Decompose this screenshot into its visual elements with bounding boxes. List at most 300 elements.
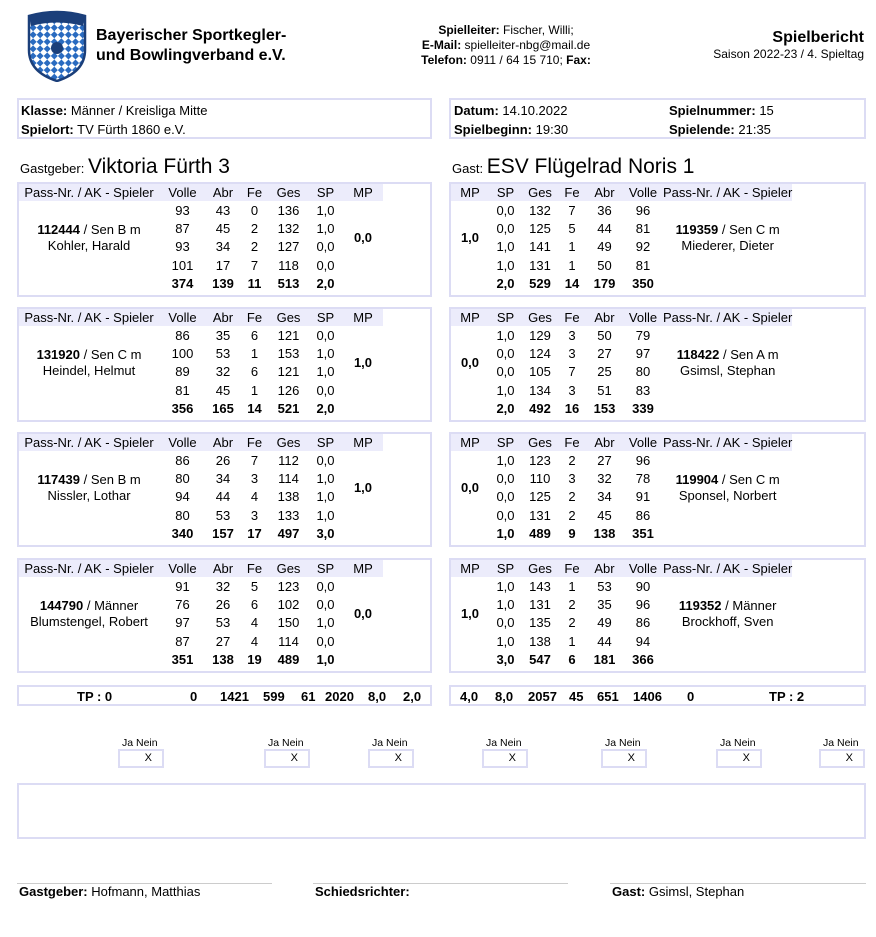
lane-cell: 138 <box>529 633 551 649</box>
lane-cell: 0,0 <box>496 220 515 236</box>
guest-total-volle: 1406 <box>633 689 662 704</box>
ja-nein-label: Ja Nein <box>823 737 859 749</box>
lane-cell: 96 <box>635 202 651 218</box>
guest-total-mp: 4,0 <box>460 689 479 704</box>
sum-cell: 489 <box>277 651 300 667</box>
lane-cell: 27 <box>597 452 612 468</box>
org-line-1: Bayerischer Sportkegler- <box>96 27 287 44</box>
lane-cell: 53 <box>215 345 231 361</box>
klasse-label: Klasse: <box>21 103 68 118</box>
org-line-2: und Bowlingverband e.V. <box>96 47 286 64</box>
lane-cell: 86 <box>635 507 651 523</box>
home-player-id <box>19 472 159 488</box>
sum-cell: 1,0 <box>316 651 335 667</box>
guest-total-abr: 651 <box>597 689 619 704</box>
lane-cell: 123 <box>277 578 300 594</box>
sum-cell: 1,0 <box>496 525 515 541</box>
sum-cell: 356 <box>171 400 194 416</box>
lane-cell: 45 <box>215 382 231 398</box>
lane-cell: 1,0 <box>496 452 515 468</box>
lane-cell: 50 <box>597 257 612 273</box>
home-game-table <box>19 184 383 292</box>
email-value[interactable]: spielleiter-nbg@mail.de <box>464 38 591 52</box>
column-header: Fe <box>558 309 586 326</box>
guest-player-id <box>663 222 792 238</box>
lane-cell: 43 <box>215 202 231 218</box>
lane-cell: 2 <box>250 220 259 236</box>
spielleiter-label: Spielleiter: <box>438 23 500 37</box>
lane-cell: 0,0 <box>316 239 335 255</box>
ja-nein-label: Ja Nein <box>720 737 756 749</box>
column-header: Ges <box>522 309 558 326</box>
column-header: SP <box>489 560 522 577</box>
lane-cell: 123 <box>529 452 551 468</box>
check-mark: X <box>144 752 152 764</box>
lane-cell: 6 <box>250 327 259 343</box>
check-box[interactable] <box>118 749 164 768</box>
lane-cell: 91 <box>635 489 651 505</box>
lane-cell: 94 <box>175 489 190 505</box>
lane-cell: 3 <box>568 327 576 343</box>
lane-cell: 32 <box>215 578 231 594</box>
lane-cell: 0,0 <box>316 596 335 612</box>
home-age-class: / Sen C m <box>79 346 142 362</box>
column-header: SP <box>308 184 343 201</box>
column-header: SP <box>308 434 343 451</box>
guest-game-table <box>451 560 792 668</box>
home-sum-row <box>19 650 383 668</box>
spielort-value: TV Fürth 1860 e.V. <box>77 122 186 137</box>
lane-cell: 1,0 <box>496 239 515 255</box>
referee-signature <box>315 884 410 899</box>
home-player-name: Nissler, Lothar <box>47 487 131 503</box>
guest-mp: 1,0 <box>460 606 480 622</box>
lane-cell: 6 <box>250 596 259 612</box>
home-pass-number: 131920 <box>36 346 80 362</box>
lane-cell: 49 <box>597 239 612 255</box>
sum-cell: 374 <box>171 275 194 291</box>
sum-cell: 139 <box>212 275 234 291</box>
column-header: Pass-Nr. / AK - Spieler <box>663 561 793 576</box>
column-header: Pass-Nr. / AK - Spieler <box>663 310 793 325</box>
home-total-ges: 2020 <box>325 689 354 704</box>
column-header: Pass-Nr. / AK - Spieler <box>19 560 159 577</box>
guest-mp: 0,0 <box>460 480 480 496</box>
lane-cell: 86 <box>635 615 651 631</box>
sum-cell: 513 <box>277 275 300 291</box>
report-title-block <box>713 29 864 62</box>
lane-cell: 150 <box>277 615 300 631</box>
lane-cell: 76 <box>175 596 190 612</box>
home-total-fe: 61 <box>301 689 316 704</box>
lane-cell: 0,0 <box>496 470 515 486</box>
sum-cell: 9 <box>568 525 576 541</box>
home-game-table <box>19 560 383 668</box>
guest-game-table <box>451 309 792 417</box>
guest-player-name: Gsimsl, Stephan <box>679 362 776 378</box>
spacer-cell <box>451 650 489 668</box>
lane-cell: 1,0 <box>316 345 335 361</box>
match-info-left <box>17 98 432 139</box>
sum-cell: 547 <box>529 651 551 667</box>
home-lane-row <box>19 577 383 595</box>
lane-cell: 51 <box>597 382 612 398</box>
spacer-cell <box>451 399 489 417</box>
lane-cell: 5 <box>250 578 259 594</box>
lane-cell: 131 <box>529 596 551 612</box>
report-title: Spielbericht <box>772 29 864 46</box>
check-mark: X <box>290 752 298 764</box>
guest-sum-row <box>451 399 792 417</box>
lane-cell: 1,0 <box>496 382 515 398</box>
lane-cell: 49 <box>597 615 612 631</box>
spacer-cell <box>663 399 792 417</box>
home-mp: 0,0 <box>353 230 373 246</box>
lane-cell: 133 <box>277 507 300 523</box>
guest-signature <box>612 884 744 899</box>
guest-age-class: / Männer <box>721 597 777 613</box>
column-header: Volle <box>159 184 206 201</box>
guest-player-name: Miederer, Dieter <box>681 237 774 253</box>
spacer-cell <box>19 399 159 417</box>
check-mark: X <box>627 752 635 764</box>
column-header: Abr <box>206 434 240 451</box>
lane-cell: 90 <box>635 578 651 594</box>
sum-cell: 366 <box>632 651 654 667</box>
spielort-label: Spielort: <box>21 122 74 137</box>
lane-cell: 2 <box>568 596 576 612</box>
lane-cell: 0,0 <box>316 452 335 468</box>
lane-cell: 86 <box>175 327 190 343</box>
lane-cell: 2 <box>568 507 576 523</box>
guest-player <box>663 326 792 399</box>
check-box[interactable] <box>264 749 310 768</box>
lane-cell: 5 <box>568 220 576 236</box>
sum-cell: 19 <box>247 651 262 667</box>
lane-cell: 1,0 <box>496 257 515 273</box>
guest-age-class: / Sen A m <box>719 346 779 362</box>
spacer-cell <box>19 524 159 542</box>
column-header: Abr <box>586 184 623 201</box>
lane-cell: 1 <box>568 239 576 255</box>
column-header: MP <box>343 560 383 577</box>
lane-cell: 134 <box>529 382 551 398</box>
guest-totals <box>449 685 866 706</box>
home-player-id <box>19 598 159 614</box>
ja-nein-label: Ja Nein <box>372 737 408 749</box>
sum-cell: 138 <box>212 651 234 667</box>
telefon-value: 0911 / 64 15 710; <box>470 53 563 67</box>
lane-cell: 1 <box>568 257 576 273</box>
home-player-name: Kohler, Harald <box>47 237 131 253</box>
guest-sum-row <box>451 650 792 668</box>
sum-cell: 138 <box>593 525 616 541</box>
lane-cell: 44 <box>597 220 612 236</box>
lane-cell: 132 <box>277 220 300 236</box>
lane-cell: 27 <box>215 633 231 649</box>
lane-cell: 93 <box>175 239 190 255</box>
sum-cell: 529 <box>529 275 551 291</box>
guest-total-sp: 8,0 <box>495 689 514 704</box>
home-player <box>19 201 159 274</box>
lane-cell: 87 <box>175 633 190 649</box>
lane-cell: 25 <box>597 364 612 380</box>
check-box[interactable] <box>601 749 647 768</box>
lane-cell: 2 <box>568 489 576 505</box>
guest-lane-row <box>451 451 792 469</box>
column-header: Pass-Nr. / AK - Spieler <box>19 184 159 201</box>
lane-cell: 26 <box>215 596 231 612</box>
guest-player-id <box>663 598 792 614</box>
home-total-mp: 2,0 <box>403 689 422 704</box>
check-mark: X <box>394 752 402 764</box>
lane-cell: 114 <box>278 633 299 649</box>
column-header: Fe <box>240 560 269 577</box>
column-header: Volle <box>623 434 663 451</box>
lane-cell: 2 <box>250 239 259 255</box>
lane-cell: 136 <box>277 202 300 218</box>
home-player-name: Blumstengel, Robert <box>30 613 148 629</box>
lane-cell: 44 <box>597 633 612 649</box>
lane-cell: 4 <box>250 489 259 505</box>
home-lane-row <box>19 451 383 469</box>
lane-cell: 34 <box>215 239 231 255</box>
lane-cell: 118 <box>278 257 299 273</box>
guest-player <box>663 451 792 524</box>
lane-cell: 3 <box>568 470 576 486</box>
sum-cell: 340 <box>171 525 194 541</box>
spielnummer-value: 15 <box>759 103 774 118</box>
check-box[interactable] <box>819 749 865 768</box>
spacer-cell <box>19 274 159 292</box>
sum-cell: 2,0 <box>316 275 335 291</box>
lane-cell: 6 <box>250 364 259 380</box>
home-signature-label: Gastgeber: <box>19 884 88 899</box>
guest-lane-row <box>451 577 792 595</box>
column-header: SP <box>308 560 343 577</box>
check-box[interactable] <box>368 749 414 768</box>
guest-signature-name: Gsimsl, Stephan <box>648 884 745 899</box>
guest-player <box>663 201 792 274</box>
home-pass-number: 144790 <box>39 597 84 613</box>
guest-total-fe: 45 <box>569 689 584 704</box>
home-total-sp: 8,0 <box>368 689 387 704</box>
lane-cell: 1 <box>568 633 576 649</box>
lane-cell: 2 <box>568 615 576 631</box>
check-box[interactable] <box>716 749 762 768</box>
spielbeginn-label: Spielbeginn: <box>454 122 532 137</box>
home-game-table <box>19 434 383 542</box>
lane-cell: 0,0 <box>496 202 515 218</box>
lane-cell: 1,0 <box>316 470 335 486</box>
sum-cell: 14 <box>564 275 580 291</box>
column-header: Ges <box>269 434 308 451</box>
spacer-cell <box>343 399 383 417</box>
lane-cell: 7 <box>250 452 259 468</box>
sum-cell: 157 <box>212 525 234 541</box>
spacer-cell <box>343 524 383 542</box>
lane-cell: 129 <box>529 327 551 343</box>
lane-cell: 138 <box>277 489 300 505</box>
guest-pass-number: 118422 <box>676 346 720 362</box>
guest-player-name: Brockhoff, Sven <box>681 613 774 629</box>
fax-label: Fax: <box>566 53 591 67</box>
lane-cell: 131 <box>529 507 551 523</box>
column-header: Abr <box>586 434 623 451</box>
check-box[interactable] <box>482 749 528 768</box>
lane-cell: 17 <box>215 257 231 273</box>
column-header: Ges <box>522 560 558 577</box>
lane-cell: 121 <box>277 327 300 343</box>
guest-team-name: ESV Flügelrad Noris 1 <box>486 155 695 178</box>
home-player <box>19 326 159 399</box>
lane-cell: 124 <box>529 345 551 361</box>
home-mp: 0,0 <box>353 606 373 622</box>
home-header-row <box>19 309 383 326</box>
guest-total-ges: 2057 <box>528 689 557 704</box>
sum-cell: 489 <box>529 525 551 541</box>
guest-header-row <box>451 309 792 326</box>
home-total-zero: 0 <box>190 689 198 704</box>
home-team <box>20 155 230 179</box>
guest-sum-row <box>451 524 792 542</box>
ja-nein-label: Ja Nein <box>486 737 522 749</box>
spacer-cell <box>451 274 489 292</box>
lane-cell: 105 <box>529 364 551 380</box>
lane-cell: 114 <box>278 470 299 486</box>
spacer-cell <box>451 524 489 542</box>
lane-cell: 1,0 <box>496 578 515 594</box>
home-header-row <box>19 184 383 201</box>
guest-total-zero: 0 <box>687 689 695 704</box>
column-header: Abr <box>206 560 240 577</box>
sum-cell: 497 <box>277 525 300 541</box>
sum-cell: 6 <box>568 651 576 667</box>
lane-cell: 125 <box>529 489 551 505</box>
lane-cell: 80 <box>175 470 190 486</box>
email-label: E-Mail: <box>421 38 462 52</box>
lane-cell: 34 <box>215 470 231 486</box>
lane-cell: 83 <box>635 382 651 398</box>
lane-cell: 3 <box>568 345 576 361</box>
lane-cell: 7 <box>568 364 576 380</box>
home-age-class: / Sen B m <box>79 471 141 487</box>
lane-cell: 1,0 <box>496 633 515 649</box>
home-game-table <box>19 309 383 417</box>
lane-cell: 0,0 <box>496 345 515 361</box>
lane-cell: 35 <box>597 596 612 612</box>
lane-cell: 3 <box>568 382 576 398</box>
lane-cell: 101 <box>171 257 194 273</box>
lane-cell: 141 <box>529 239 551 255</box>
bskv-logo <box>26 10 88 82</box>
lane-cell: 26 <box>215 452 231 468</box>
home-total-abr: 599 <box>263 689 285 704</box>
sum-cell: 350 <box>632 275 654 291</box>
lane-cell: 80 <box>635 364 651 380</box>
guest-sum-row <box>451 274 792 292</box>
sum-cell: 11 <box>247 275 262 291</box>
guest-header-row <box>451 434 792 451</box>
column-header: Fe <box>240 309 269 326</box>
check-mark: X <box>845 752 853 764</box>
lane-cell: 0,0 <box>316 633 335 649</box>
lane-cell: 79 <box>635 327 651 343</box>
lane-cell: 0,0 <box>316 382 335 398</box>
home-sum-row <box>19 524 383 542</box>
sum-cell: 2,0 <box>496 400 515 416</box>
lane-cell: 7 <box>568 202 576 218</box>
lane-cell: 1,0 <box>316 220 335 236</box>
lane-cell: 1 <box>250 345 259 361</box>
home-team-label: Gastgeber: <box>20 161 85 176</box>
column-header: Abr <box>206 309 240 326</box>
column-header: Pass-Nr. / AK - Spieler <box>663 435 793 450</box>
guest-pass-number: 119359 <box>675 221 719 237</box>
spacer-cell <box>663 650 792 668</box>
home-age-class: / Männer <box>83 597 139 613</box>
home-team-name: Viktoria Fürth 3 <box>87 155 230 178</box>
home-player-name: Heindel, Helmut <box>42 362 136 378</box>
sum-cell: 3,0 <box>496 651 515 667</box>
home-pass-number: 117439 <box>37 471 80 487</box>
column-header: MP <box>451 434 489 451</box>
guest-pass-number: 119904 <box>675 471 719 487</box>
datum-label: Datum: <box>454 103 499 118</box>
lane-cell: 53 <box>215 507 231 523</box>
lane-cell: 1 <box>250 382 259 398</box>
home-player-id <box>19 222 159 238</box>
home-header-row <box>19 434 383 451</box>
home-lane-row <box>19 326 383 344</box>
lane-cell: 0,0 <box>496 615 515 631</box>
lane-cell: 3 <box>250 470 259 486</box>
sum-cell: 2,0 <box>496 275 515 291</box>
column-header: SP <box>489 434 522 451</box>
datum-value: 14.10.2022 <box>502 103 568 118</box>
guest-age-class: / Sen C m <box>718 221 780 237</box>
lane-cell: 89 <box>175 364 190 380</box>
lane-cell: 0 <box>250 202 259 218</box>
sum-cell: 181 <box>593 651 616 667</box>
sum-cell: 16 <box>564 400 580 416</box>
guest-header-row <box>451 560 792 577</box>
column-header: Abr <box>586 560 623 577</box>
lane-cell: 126 <box>277 382 300 398</box>
home-player <box>19 451 159 524</box>
lane-cell: 132 <box>529 202 551 218</box>
lane-cell: 0,0 <box>316 327 335 343</box>
home-player <box>19 577 159 650</box>
sum-cell: 351 <box>171 651 194 667</box>
lane-cell: 97 <box>175 615 190 631</box>
home-mp: 1,0 <box>353 355 373 371</box>
sum-cell: 17 <box>247 525 262 541</box>
home-age-class: / Sen B m <box>79 221 141 237</box>
season-info: Saison 2022-23 / 4. Spieltag <box>713 47 864 61</box>
column-header: Ges <box>522 184 558 201</box>
spielleiter-value: Fischer, Willi; <box>503 23 574 37</box>
lane-cell: 50 <box>597 327 612 343</box>
column-header: Fe <box>240 434 269 451</box>
guest-player-id <box>663 472 792 488</box>
home-signature <box>19 884 200 899</box>
lane-cell: 0,0 <box>496 507 515 523</box>
lane-cell: 45 <box>215 220 231 236</box>
spielende-value: 21:35 <box>738 122 771 137</box>
remarks-box[interactable] <box>17 783 866 839</box>
column-header: Ges <box>522 434 558 451</box>
